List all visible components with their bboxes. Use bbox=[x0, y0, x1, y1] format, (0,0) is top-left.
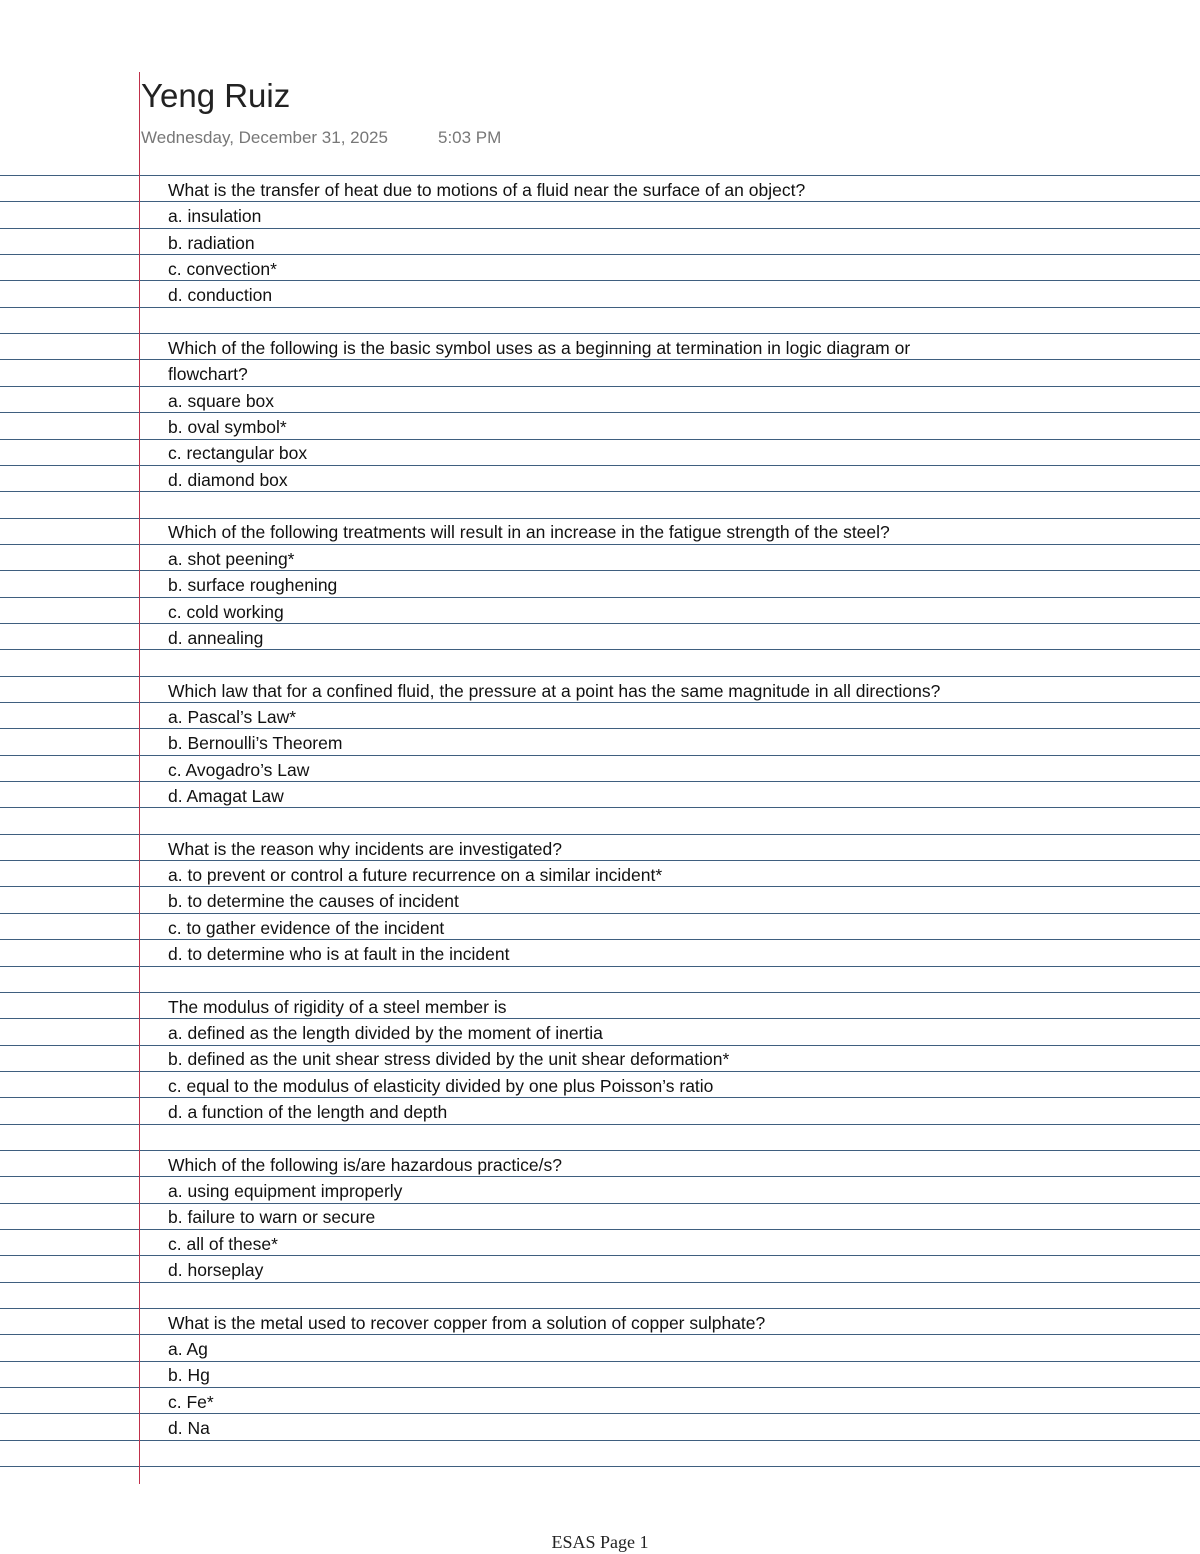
answer-option: d. diamond box bbox=[168, 469, 288, 490]
answer-option: b. radiation bbox=[168, 232, 255, 253]
question-block bbox=[168, 518, 1178, 676]
question-block bbox=[168, 993, 1178, 1151]
answer-option: c. Fe* bbox=[168, 1391, 214, 1412]
blank-line bbox=[168, 808, 1178, 834]
answer-option: a. using equipment improperly bbox=[168, 1181, 403, 1202]
question-text: What is the reason why incidents are investigated? bbox=[168, 838, 562, 859]
blank-line bbox=[168, 1441, 1178, 1467]
answer-option: b. to determine the causes of incident bbox=[168, 891, 459, 912]
note-time: 5:03 PM bbox=[438, 128, 502, 147]
question-text: flowchart? bbox=[168, 364, 248, 385]
answer-option: a. square box bbox=[168, 390, 275, 411]
question-block bbox=[168, 176, 1178, 334]
question-text: The modulus of rigidity of a steel member is bbox=[168, 996, 507, 1017]
answer-option: b. oval symbol* bbox=[168, 417, 287, 438]
blank-line bbox=[168, 1282, 1178, 1308]
page-title: Yeng Ruiz bbox=[141, 77, 291, 114]
blank-line bbox=[168, 1124, 1178, 1150]
question-block bbox=[168, 835, 1178, 993]
blank-line bbox=[168, 308, 1178, 334]
question-block bbox=[168, 334, 1178, 518]
blank-line bbox=[168, 492, 1178, 518]
question-block bbox=[168, 1309, 1178, 1467]
margin-line bbox=[139, 72, 140, 1484]
answer-option: b. surface roughening bbox=[168, 575, 338, 596]
answer-option: a. shot peening* bbox=[168, 548, 295, 569]
answer-option: c. to gather evidence of the incident bbox=[168, 917, 445, 938]
note-date: Wednesday, December 31, 2025 bbox=[141, 128, 388, 147]
answer-option: c. cold working bbox=[168, 601, 284, 622]
answer-option: a. Pascal’s Law* bbox=[168, 706, 297, 727]
answer-option: c. all of these* bbox=[168, 1233, 278, 1254]
answer-option: d. horseplay bbox=[168, 1260, 264, 1281]
note-body[interactable] bbox=[168, 176, 1178, 1467]
answer-option: d. a function of the length and depth bbox=[168, 1102, 448, 1123]
question-text: Which of the following treatments will result in an increase in the fatigue strength of the steel? bbox=[168, 522, 890, 543]
answer-option: c. rectangular box bbox=[168, 443, 308, 464]
answer-option: b. Hg bbox=[168, 1365, 210, 1386]
answer-option: d. Na bbox=[168, 1418, 210, 1439]
answer-option: a. defined as the length divided by the moment of inertia bbox=[168, 1023, 603, 1043]
answer-option: b. Bernoulli’s Theorem bbox=[168, 733, 343, 754]
answer-option: c. convection* bbox=[168, 259, 277, 280]
page-footer: ESAS Page 1 bbox=[551, 1532, 649, 1552]
answer-option: d. Amagat Law bbox=[168, 785, 284, 806]
question-text: What is the metal used to recover copper from a solution of copper sulphate? bbox=[168, 1312, 766, 1333]
answer-option: c. equal to the modulus of elasticity divided by one plus Poisson’s ratio bbox=[168, 1075, 714, 1096]
blank-line bbox=[168, 650, 1178, 676]
answer-option: b. defined as the unit shear stress divided by the unit shear deformation* bbox=[168, 1049, 730, 1070]
answer-option: d. conduction bbox=[168, 285, 273, 306]
answer-option: a. Ag bbox=[168, 1339, 208, 1360]
question-text: What is the transfer of heat due to motions of a fluid near the surface of an object? bbox=[168, 180, 806, 200]
answer-option: b. failure to warn or secure bbox=[168, 1207, 376, 1228]
answer-option: a. insulation bbox=[168, 206, 262, 227]
question-block bbox=[168, 677, 1178, 835]
blank-line bbox=[168, 966, 1178, 992]
question-text: Which of the following is the basic symbol uses as a beginning at termination in logic diagram or bbox=[168, 338, 911, 359]
answer-option: d. to determine who is at fault in the incident bbox=[168, 943, 510, 964]
answer-option: d. annealing bbox=[168, 627, 264, 648]
answer-option: a. to prevent or control a future recurrence on a similar incident* bbox=[168, 864, 663, 885]
question-text: Which law that for a confined fluid, the pressure at a point has the same magnitude in all directions? bbox=[168, 680, 941, 701]
question-block bbox=[168, 1151, 1178, 1309]
question-text: Which of the following is/are hazardous practice/s? bbox=[168, 1154, 562, 1175]
answer-option: c. Avogadro’s Law bbox=[168, 759, 310, 780]
